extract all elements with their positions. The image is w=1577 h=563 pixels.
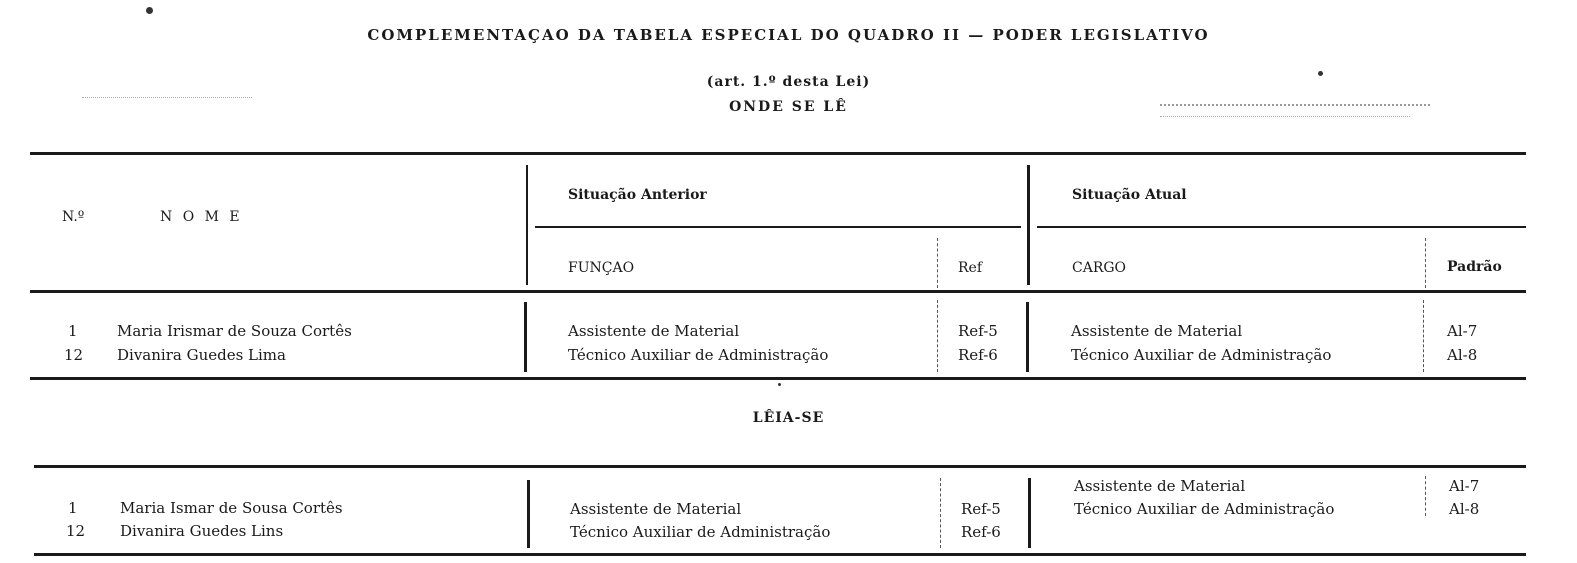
header-ref: Ref	[958, 260, 983, 276]
column-dash	[937, 300, 938, 372]
row-cargo: Assistente de Material	[1071, 322, 1243, 340]
section-onde-se-le: ONDE SE LÊ	[729, 99, 848, 115]
scan-smudge	[82, 97, 252, 98]
column-dash	[1425, 476, 1426, 516]
row-nome: Maria Ismar de Sousa Cortês	[120, 499, 343, 517]
section2-bottom-rule	[34, 553, 1526, 556]
column-dash	[1423, 300, 1424, 372]
row-nome: Divanira Guedes Lima	[117, 346, 286, 364]
row-num: 12	[64, 346, 84, 364]
column-dash	[940, 478, 941, 548]
column-divider	[526, 165, 528, 285]
row-num: 1	[68, 499, 78, 517]
header-sub-rule	[535, 226, 1021, 228]
section2-top-rule	[34, 465, 1526, 468]
row-funcao: Técnico Auxiliar de Administração	[568, 346, 829, 364]
row-num: 1	[68, 322, 78, 340]
column-divider	[527, 480, 530, 548]
header-nome: N O M E	[160, 209, 243, 225]
ink-speck	[778, 383, 781, 386]
row-padrao: Al-8	[1447, 346, 1478, 364]
document-title: COMPLEMENTAÇAO DA TABELA ESPECIAL DO QUADRO II — PODER LEGISLATIVO	[367, 26, 1210, 44]
header-padrao: Padrão	[1447, 259, 1502, 275]
row-nome: Divanira Guedes Lins	[120, 522, 284, 540]
row-ref: Ref-5	[961, 500, 1001, 518]
header-situacao-atual: Situação Atual	[1072, 187, 1187, 203]
header-situacao-anterior: Situação Anterior	[568, 187, 707, 203]
section-leia-se: LÊIA-SE	[752, 410, 825, 426]
header-bottom-rule	[30, 290, 1526, 293]
header-sub-rule	[1037, 226, 1526, 228]
row-padrao: Al-8	[1449, 500, 1480, 518]
column-dash	[1425, 238, 1426, 288]
row-funcao: Técnico Auxiliar de Administração	[570, 523, 831, 541]
row-ref: Ref-6	[961, 523, 1001, 541]
header-funcao: FUNÇAO	[568, 260, 635, 276]
scan-smudge	[1160, 116, 1410, 117]
row-cargo: Técnico Auxiliar de Administração	[1071, 346, 1332, 364]
column-dash	[937, 238, 938, 288]
row-ref: Ref-5	[958, 322, 998, 340]
row-funcao: Assistente de Material	[568, 322, 740, 340]
header-cargo: CARGO	[1072, 260, 1127, 276]
ink-speck	[146, 7, 153, 14]
row-cargo: Técnico Auxiliar de Administração	[1074, 500, 1335, 518]
row-padrao: Al-7	[1447, 322, 1478, 340]
row-funcao: Assistente de Material	[570, 500, 742, 518]
row-cargo: Assistente de Material	[1074, 477, 1246, 495]
row-ref: Ref-6	[958, 346, 998, 364]
column-divider	[524, 302, 527, 372]
column-divider	[1026, 302, 1029, 372]
column-divider	[1028, 478, 1031, 548]
row-padrao: Al-7	[1449, 477, 1480, 495]
row-nome: Maria Irismar de Souza Cortês	[117, 322, 352, 340]
table-top-rule	[30, 152, 1526, 155]
row-num: 12	[66, 522, 86, 540]
document-reference: (art. 1.º desta Lei)	[706, 74, 871, 90]
header-num: N.º	[62, 209, 85, 225]
section1-bottom-rule	[30, 377, 1526, 380]
column-divider	[1027, 165, 1030, 285]
